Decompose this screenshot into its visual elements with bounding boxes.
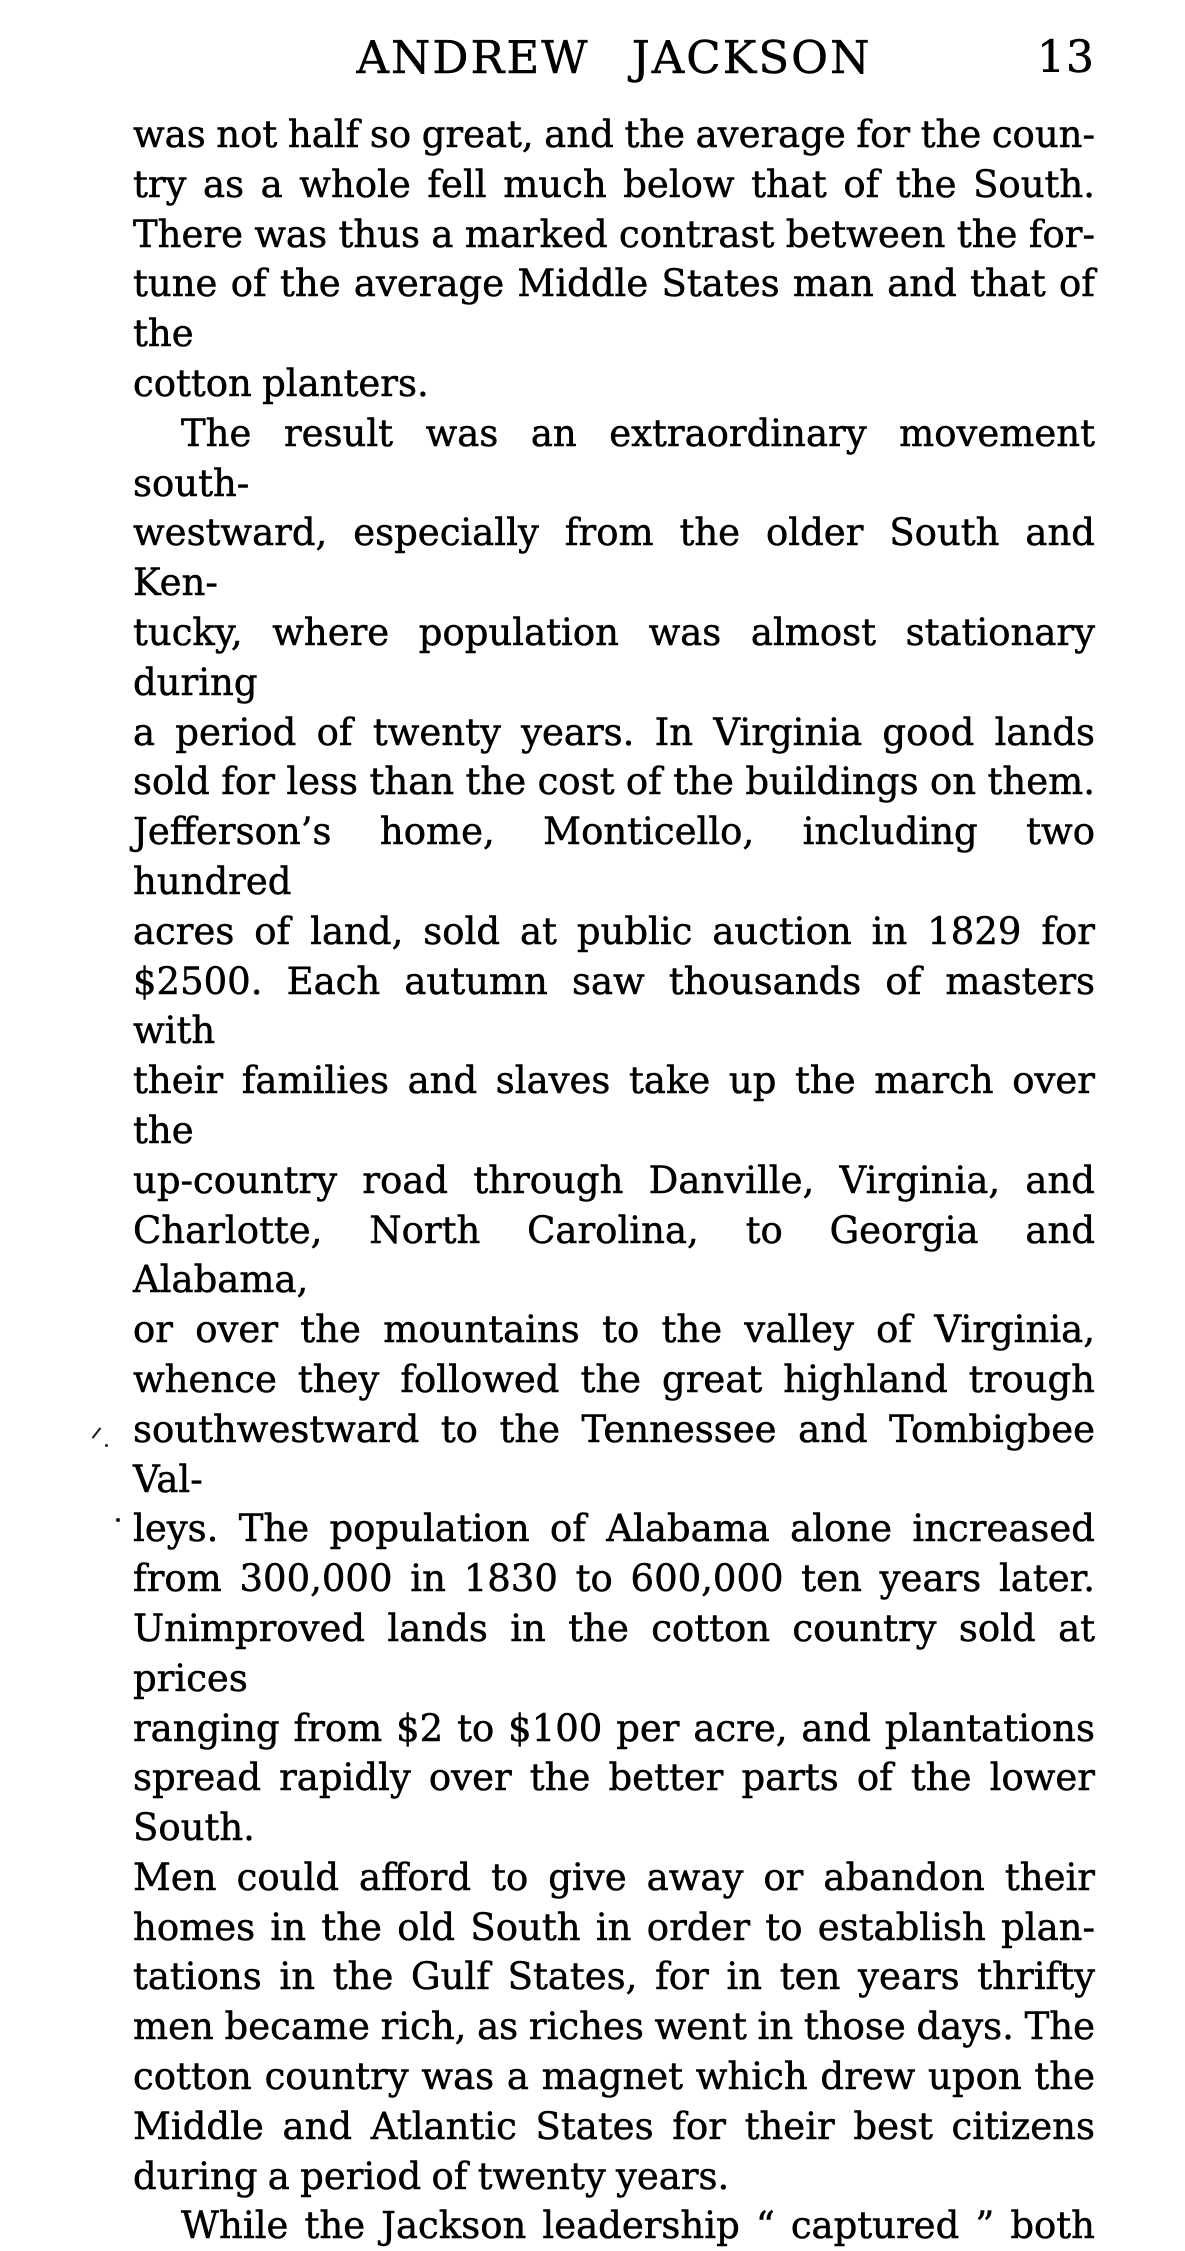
text-line: try as a whole fell much below that of the South.: [133, 162, 1095, 206]
text-line: There was thus a marked contrast between the for-: [133, 212, 1095, 256]
text-line: southwestward to the Tennessee and Tombigbee Val-: [133, 1407, 1095, 1501]
text-line: a period of twenty years. In Virginia good lands: [133, 710, 1095, 754]
text-line: whence they followed the great highland trough: [133, 1357, 1095, 1401]
text-line: tucky, where population was almost stationary during: [133, 610, 1095, 704]
text-line: Jefferson’s home, Monticello, including two hundred: [133, 810, 1095, 903]
text-line: westward, especially from the older South and Ken-: [133, 511, 1095, 605]
text-line: men became rich, as riches went in those days. The: [133, 2005, 1095, 2049]
text-line: from 300,000 in 1830 to 600,000 ten years later.: [133, 1557, 1095, 1601]
text-line: ranging from $2 to $100 per acre, and plantations: [133, 1706, 1095, 1750]
text-line: tune of the average Middle States man and that of the: [133, 262, 1095, 356]
scan-artifact-tick: [92, 1427, 102, 1438]
text-line: was not half so great, and the average for the coun-: [133, 113, 1095, 156]
text-line: spread rapidly over the better parts of the lower South.: [133, 1756, 1095, 1850]
text-line: homes in the old South in order to establish plan-: [133, 1905, 1095, 1949]
scan-artifact-dot: [116, 1518, 120, 1522]
text-line: The result was an extraordinary movement south-: [133, 411, 1095, 505]
text-line: Middle and Atlantic States for their best citizens: [133, 2104, 1095, 2148]
text-line: Men could afford to give away or abandon their: [133, 1855, 1095, 1899]
page-body: [133, 110, 1095, 2251]
text-line: Unimproved lands in the cotton country sold at prices: [133, 1606, 1095, 1700]
scan-artifact-dot: [105, 1444, 108, 1447]
text-line: cotton planters.: [133, 361, 429, 405]
text-line: up-country road through Danville, Virginia, and: [133, 1158, 1095, 1202]
running-head: [133, 31, 1095, 85]
text-line: their families and slaves take up the march over the: [133, 1059, 1095, 1152]
text-line: leys. The population of Alabama alone increased: [133, 1507, 1095, 1551]
page-number: 13: [1037, 32, 1095, 83]
text-line: $2500. Each autumn saw thousands of masters with: [133, 959, 1095, 1053]
text-line: tations in the Gulf States, for in ten years thrifty: [133, 1955, 1095, 1999]
text-line: While the Jackson leadership “ captured ” both: [181, 2204, 1095, 2248]
text-line: during a period of twenty years.: [133, 2154, 730, 2198]
text-line: acres of land, sold at public auction in 1829 for: [133, 909, 1095, 953]
book-page-scan: [0, 31, 1185, 2248]
page-title: ANDREW JACKSON: [356, 31, 872, 84]
text-line: cotton country was a magnet which drew upon the: [133, 2055, 1095, 2099]
text-line: Charlotte, North Carolina, to Georgia and Alabama,: [133, 1208, 1095, 1302]
text-line: or over the mountains to the valley of Virginia,: [133, 1308, 1095, 1352]
text-line: sold for less than the cost of the buildings on them.: [133, 760, 1095, 804]
